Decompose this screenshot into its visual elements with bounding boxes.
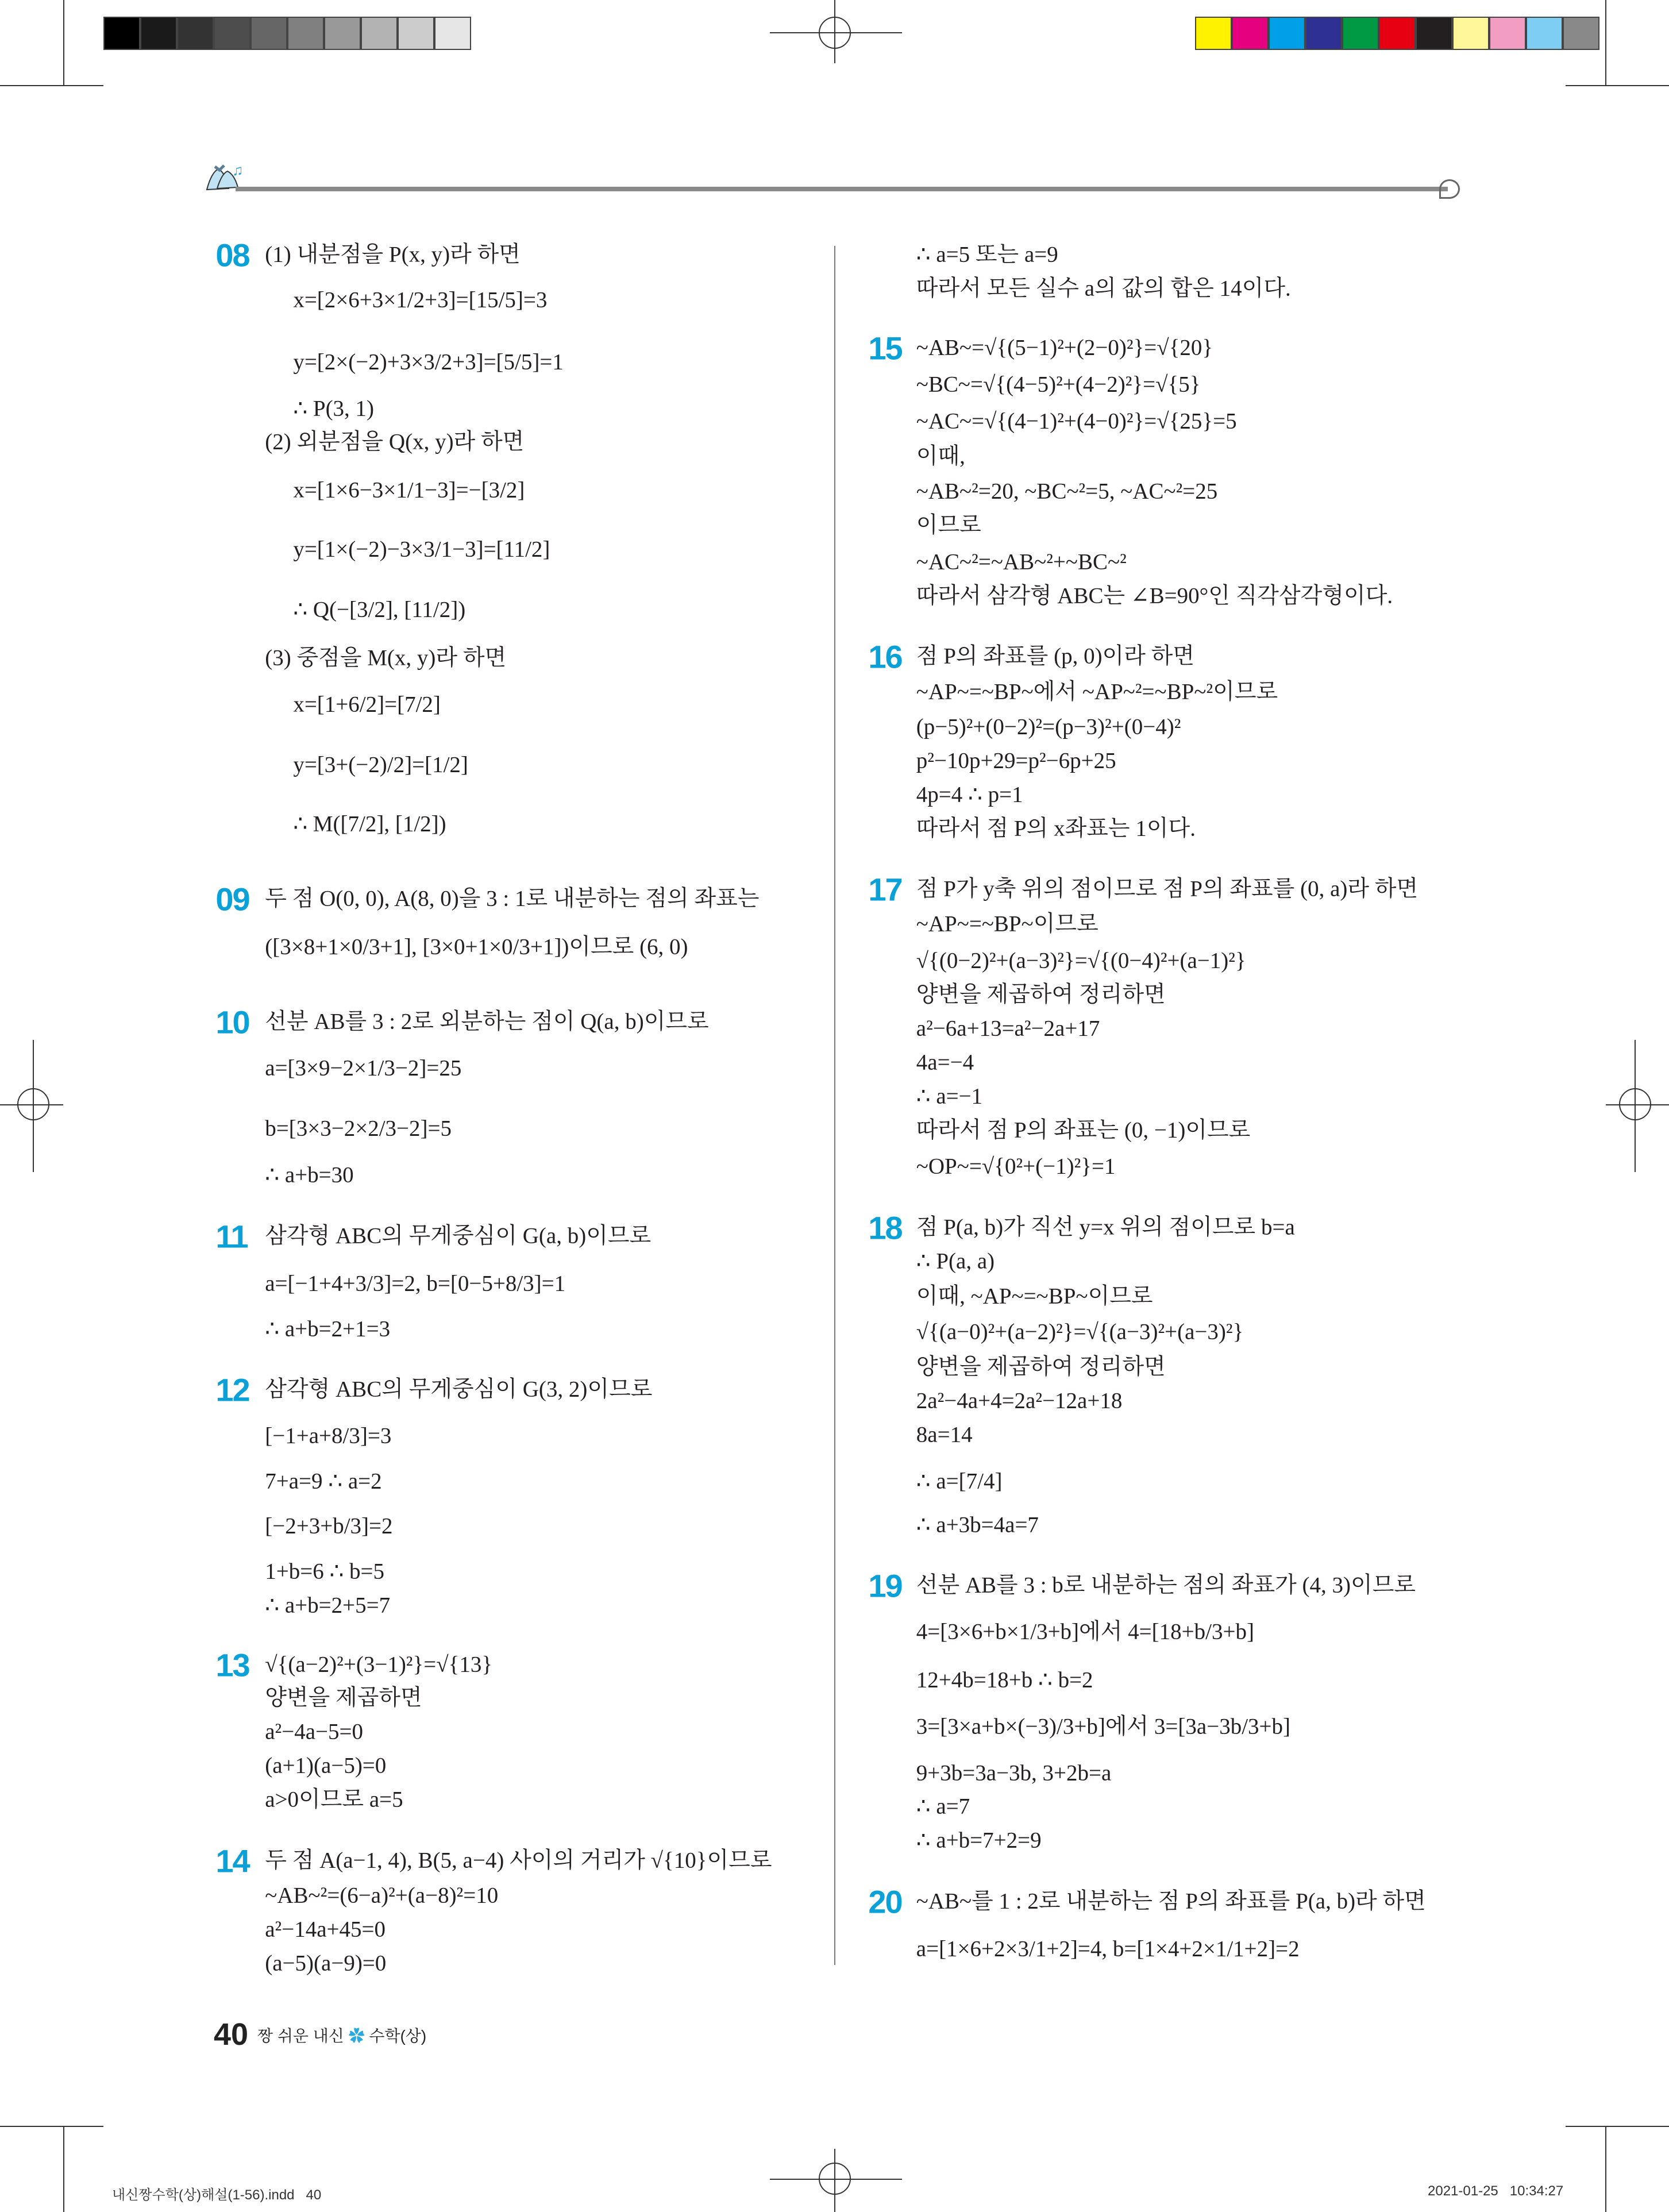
problem-number: 19 bbox=[868, 1567, 902, 1604]
solution-line: a=[−1+4+3/3]=2, b=[0−5+8/3]=1 bbox=[265, 1271, 566, 1296]
solution-line: ~AB~=√{(5−1)²+(2−0)²}=√{20} bbox=[916, 335, 1213, 360]
file-name: 내신짱수학(상)해설(1-56).indd 40 bbox=[112, 2187, 322, 2203]
problem-number: 09 bbox=[215, 881, 249, 918]
solution-line: ∴ a+b=7+2=9 bbox=[916, 1828, 1042, 1853]
solution-line: (p−5)²+(0−2)²=(p−3)²+(0−4)² bbox=[916, 714, 1181, 739]
solution-line: 따라서 점 P의 x좌표는 1이다. bbox=[916, 816, 1196, 841]
solution-line: x=[1+6/2]=[7/2] bbox=[293, 692, 441, 717]
solution-line: y=[2×(−2)+3×3/2+3]=[5/5]=1 bbox=[293, 349, 564, 375]
solution-line: (1) 내분점을 P(x, y)라 하면 bbox=[265, 242, 521, 267]
solution-line: a=[1×6+2×3/1+2]=4, b=[1×4+2×1/1+2]=2 bbox=[916, 1936, 1300, 1961]
solution-line: 두 점 A(a−1, 4), B(5, a−4) 사이의 거리가 √{10}이므로 bbox=[265, 1848, 772, 1873]
solution-line: 12+4b=18+b ∴ b=2 bbox=[916, 1667, 1093, 1693]
color-swatch bbox=[1416, 17, 1452, 50]
solution-line: 이때, bbox=[916, 444, 965, 469]
problem-number: 13 bbox=[215, 1647, 249, 1683]
color-swatch bbox=[1305, 17, 1342, 50]
crop-mark bbox=[63, 0, 64, 86]
solution-line: ~AP~=~BP~이므로 bbox=[916, 912, 1098, 937]
color-swatch bbox=[1452, 17, 1489, 50]
book-title-subject: 수학(상) bbox=[369, 2027, 427, 2045]
problem-number: 14 bbox=[215, 1843, 249, 1879]
solution-line: ∴ a=[7/4] bbox=[916, 1469, 1003, 1494]
gray-swatch bbox=[287, 17, 324, 50]
solution-line: 선분 AB를 3 : b로 내분하는 점의 좌표가 (4, 3)이므로 bbox=[916, 1573, 1416, 1598]
solution-line: 1+b=6 ∴ b=5 bbox=[265, 1559, 385, 1584]
solution-line: ([3×8+1×0/3+1], [3×0+1×0/3+1])이므로 (6, 0) bbox=[265, 934, 688, 959]
solution-line: ∴ a+3b=4a=7 bbox=[916, 1512, 1039, 1537]
gray-swatch bbox=[177, 17, 214, 50]
color-swatch bbox=[1342, 17, 1379, 50]
color-swatch bbox=[1379, 17, 1416, 50]
solution-line: a>0이므로 a=5 bbox=[265, 1787, 403, 1812]
solution-line: a²−4a−5=0 bbox=[265, 1719, 364, 1744]
problem-number: 17 bbox=[868, 871, 902, 908]
solution-line: 3=[3×a+b×(−3)/3+b]에서 3=[3a−3b/3+b] bbox=[916, 1714, 1291, 1739]
registration-mark-line bbox=[770, 2179, 902, 2180]
solution-line: ~AC~²=~AB~²+~BC~² bbox=[916, 549, 1127, 575]
solution-line: 삼각형 ABC의 무게중심이 G(3, 2)이므로 bbox=[265, 1377, 653, 1402]
music-note-icon: ♫ bbox=[232, 162, 244, 179]
problem-number: 10 bbox=[215, 1004, 249, 1041]
solution-line: (3) 중점을 M(x, y)라 하면 bbox=[265, 645, 507, 670]
registration-mark-line bbox=[834, 0, 835, 63]
solution-line: 4a=−4 bbox=[916, 1050, 974, 1075]
color-swatch bbox=[1232, 17, 1269, 50]
color-swatch bbox=[1489, 17, 1526, 50]
solution-line: 4p=4 ∴ p=1 bbox=[916, 782, 1023, 807]
crop-mark bbox=[0, 85, 103, 86]
solution-line: √{(0−2)²+(a−3)²}=√{(0−4)²+(a−1)²} bbox=[916, 948, 1246, 973]
solution-line: 두 점 O(0, 0), A(8, 0)을 3 : 1로 내분하는 점의 좌표는 bbox=[265, 886, 760, 911]
book-title bbox=[257, 2024, 426, 2047]
solution-line: 8a=14 bbox=[916, 1422, 973, 1447]
gray-swatch bbox=[214, 17, 250, 50]
gray-swatch bbox=[361, 17, 398, 50]
color-swatch bbox=[1269, 17, 1305, 50]
gray-swatch bbox=[250, 17, 287, 50]
solution-line: [−2+3+b/3]=2 bbox=[265, 1513, 393, 1539]
sprout-icon: ✿ bbox=[348, 2027, 365, 2045]
solution-line: 점 P(a, b)가 직선 y=x 위의 점이므로 b=a bbox=[916, 1215, 1295, 1240]
solution-line: ∴ a+b=2+5=7 bbox=[265, 1593, 391, 1618]
solution-line: 점 P의 좌표를 (p, 0)이라 하면 bbox=[916, 643, 1194, 669]
color-swatch bbox=[1526, 17, 1563, 50]
solution-line: ∴ a=7 bbox=[916, 1794, 970, 1819]
problem-number: 15 bbox=[868, 330, 902, 367]
solution-line: x=[2×6+3×1/2+3]=[15/5]=3 bbox=[293, 287, 548, 313]
registration-mark-line bbox=[33, 1040, 34, 1172]
solution-line: 양변을 제곱하여 정리하면 bbox=[916, 1354, 1166, 1379]
solution-line: ~AP~=~BP~에서 ~AP~²=~BP~²이므로 bbox=[916, 679, 1278, 704]
solution-line: y=[3+(−2)/2]=[1/2] bbox=[293, 752, 468, 777]
solution-line: 이때, ~AP~=~BP~이므로 bbox=[916, 1284, 1153, 1309]
solution-line: a²−6a+13=a²−2a+17 bbox=[916, 1016, 1100, 1041]
registration-mark-line bbox=[0, 1104, 63, 1105]
registration-mark-line bbox=[1635, 1040, 1636, 1172]
solution-line: (2) 외분점을 Q(x, y)라 하면 bbox=[265, 429, 525, 454]
solution-line: ∴ a=−1 bbox=[916, 1084, 983, 1109]
registration-mark-line bbox=[834, 2149, 835, 2212]
solution-line: b=[3×3−2×2/3−2]=5 bbox=[265, 1116, 452, 1141]
solution-line: ∴ M([7/2], [1/2]) bbox=[293, 811, 446, 837]
solution-line: 9+3b=3a−3b, 3+2b=a bbox=[916, 1760, 1112, 1786]
solution-line: 삼각형 ABC의 무게중심이 G(a, b)이므로 bbox=[265, 1223, 652, 1248]
solution-line: 양변을 제곱하여 정리하면 bbox=[916, 982, 1166, 1007]
solution-line: 따라서 모든 실수 a의 값의 합은 14이다. bbox=[916, 276, 1291, 301]
solution-line: [−1+a+8/3]=3 bbox=[265, 1423, 392, 1448]
gray-swatch bbox=[434, 17, 471, 50]
solution-line: ~AB~를 1 : 2로 내분하는 점 P의 좌표를 P(a, b)라 하면 bbox=[916, 1889, 1426, 1914]
crop-mark bbox=[1566, 2126, 1669, 2127]
problem-number: 20 bbox=[868, 1883, 902, 1920]
solution-line: 4=[3×6+b×1/3+b]에서 4=[18+b/3+b] bbox=[916, 1619, 1254, 1644]
crop-mark bbox=[1566, 85, 1669, 86]
solution-line: x=[1×6−3×1/1−3]=−[3/2] bbox=[293, 477, 525, 503]
solution-line: √{(a−2)²+(3−1)²}=√{13} bbox=[265, 1652, 493, 1677]
gray-swatch bbox=[103, 17, 140, 50]
crop-mark bbox=[1605, 0, 1606, 86]
solution-line: 7+a=9 ∴ a=2 bbox=[265, 1469, 382, 1494]
solution-line: p²−10p+29=p²−6p+25 bbox=[916, 748, 1116, 773]
book-title-prefix: 짱 쉬운 내신 bbox=[257, 2027, 344, 2045]
solution-line: 양변을 제곱하면 bbox=[265, 1686, 422, 1711]
solution-line: ~BC~=√{(4−5)²+(4−2)²}=√{5} bbox=[916, 372, 1201, 397]
solution-line: ~AB~²=(6−a)²+(a−8)²=10 bbox=[265, 1883, 499, 1908]
gray-swatch bbox=[398, 17, 434, 50]
solution-line: 2a²−4a+4=2a²−12a+18 bbox=[916, 1388, 1123, 1413]
solution-line: ~AB~²=20, ~BC~²=5, ~AC~²=25 bbox=[916, 479, 1218, 504]
solution-line: 이므로 bbox=[916, 512, 981, 538]
problem-number: 12 bbox=[215, 1371, 249, 1408]
solution-line: (a−5)(a−9)=0 bbox=[265, 1951, 387, 1976]
page-number: 40 bbox=[214, 2017, 249, 2052]
print-timestamp: 2021-01-25 10:34:27 bbox=[1428, 2183, 1564, 2199]
solution-line: ~OP~=√{0²+(−1)²}=1 bbox=[916, 1154, 1116, 1180]
gray-swatch bbox=[324, 17, 361, 50]
solution-line: ∴ P(3, 1) bbox=[293, 396, 375, 421]
solution-line: y=[1×(−2)−3×3/1−3]=[11/2] bbox=[293, 537, 550, 562]
solution-line: ∴ P(a, a) bbox=[916, 1248, 995, 1274]
solution-line: ∴ a+b=2+1=3 bbox=[265, 1316, 391, 1342]
header-rule bbox=[236, 187, 1448, 191]
solution-line: ∴ a=5 또는 a=9 bbox=[916, 242, 1058, 267]
ribbon-icon bbox=[1439, 179, 1460, 199]
registration-mark-line bbox=[1606, 1104, 1669, 1105]
solution-line: (a+1)(a−5)=0 bbox=[265, 1753, 387, 1778]
color-swatch bbox=[1195, 17, 1232, 50]
column-divider bbox=[834, 246, 835, 1965]
problem-number: 18 bbox=[868, 1209, 902, 1246]
solution-line: √{(a−0)²+(a−2)²}=√{(a−3)²+(a−3)²} bbox=[916, 1319, 1244, 1344]
solution-line: 선분 AB를 3 : 2로 외분하는 점이 Q(a, b)이므로 bbox=[265, 1009, 709, 1034]
solution-line: 따라서 삼각형 ABC는 ∠B=90°인 직각삼각형이다. bbox=[916, 583, 1393, 608]
solution-line: a²−14a+45=0 bbox=[265, 1917, 386, 1942]
color-swatch bbox=[1563, 17, 1599, 50]
problem-number: 08 bbox=[215, 237, 249, 273]
solution-line: ∴ a+b=30 bbox=[265, 1162, 354, 1188]
problem-number: 11 bbox=[215, 1218, 248, 1255]
crop-mark bbox=[63, 2126, 64, 2212]
gray-swatch bbox=[140, 17, 177, 50]
solution-line: 점 P가 y축 위의 점이므로 점 P의 좌표를 (0, a)라 하면 bbox=[916, 876, 1419, 901]
crop-mark bbox=[1605, 2126, 1606, 2212]
problem-number: 16 bbox=[868, 638, 902, 675]
solution-line: a=[3×9−2×1/3−2]=25 bbox=[265, 1055, 462, 1081]
solution-line: 따라서 점 P의 좌표는 (0, −1)이므로 bbox=[916, 1117, 1251, 1143]
crop-mark bbox=[0, 2126, 103, 2127]
registration-mark-line bbox=[770, 32, 902, 33]
solution-line: ∴ Q(−[3/2], [11/2]) bbox=[293, 597, 466, 622]
solution-line: ~AC~=√{(4−1)²+(4−0)²}=√{25}=5 bbox=[916, 409, 1237, 434]
